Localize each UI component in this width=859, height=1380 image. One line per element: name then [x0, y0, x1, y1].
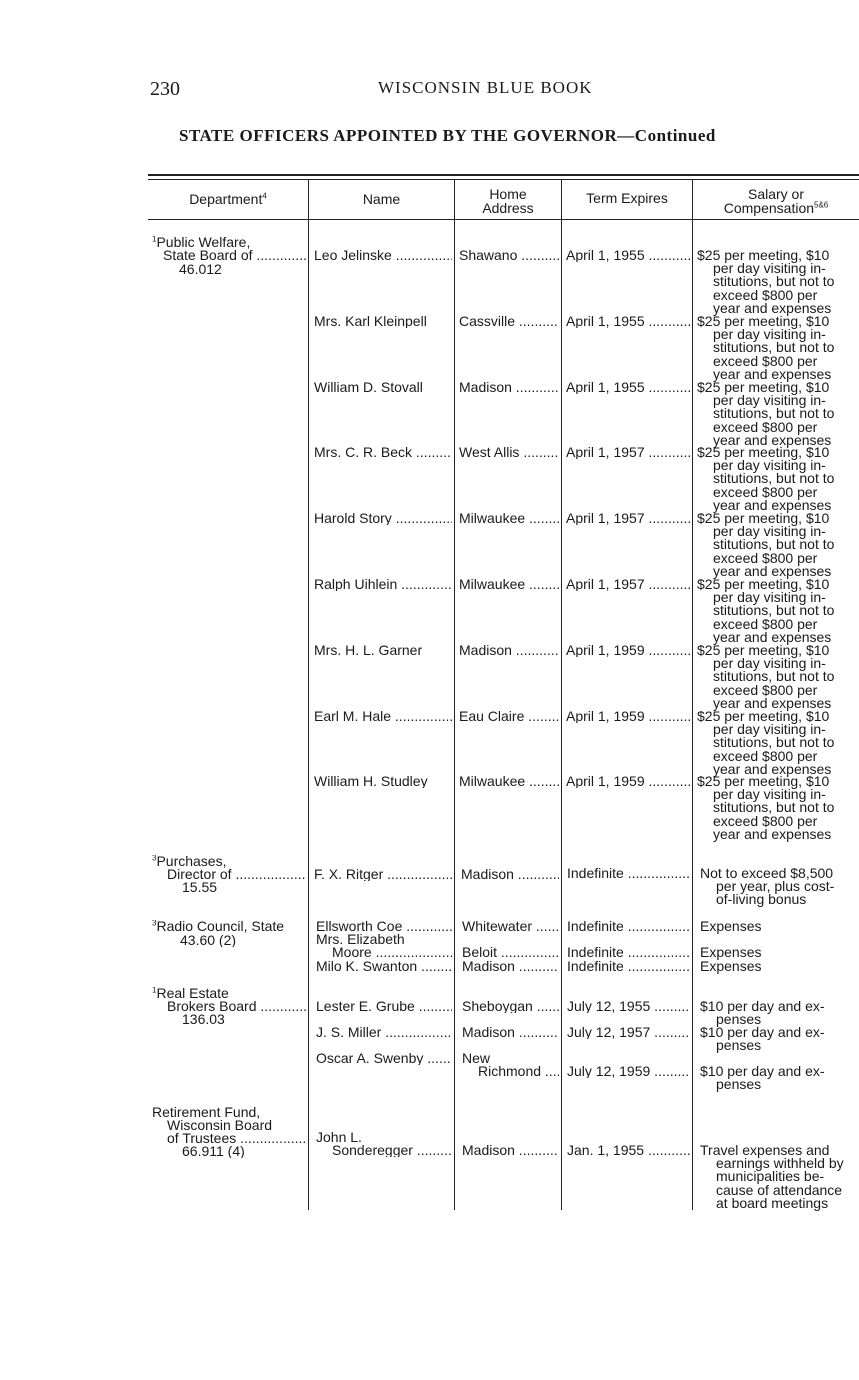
home-address: Madison .....	[462, 960, 559, 973]
column-header-department: Department$^4$	[189, 191, 267, 207]
term-expires: Indefinite .....	[567, 920, 690, 933]
member-name: Ralph Uihlein .....	[314, 578, 452, 591]
member-name: Mrs. Elizabeth	[316, 933, 405, 946]
home-address: New	[462, 1052, 491, 1065]
term-expires: April 1, 1955 .....	[566, 381, 690, 394]
member-name: John L.	[316, 1131, 362, 1144]
member-name: Leo Jelinske .....	[314, 249, 452, 262]
compensation: $25 per meeting, $10 per day visiting in- stitutions, but not to exceed $800 per year and expenses	[697, 510, 835, 579]
compensation: Expenses	[700, 944, 762, 960]
home-address: Whitewater .....	[462, 920, 559, 933]
term-expires: Indefinite .....	[567, 867, 690, 880]
term-expires: April 1, 1959 .....	[566, 644, 690, 657]
column-divider	[308, 180, 309, 1210]
term-expires: Indefinite .....	[567, 960, 690, 973]
compensation: Not to exceed $8,500 per year, plus cost- of-living bonus	[700, 865, 835, 908]
column-divider	[692, 180, 693, 1210]
member-name: Lester E. Grube .....	[316, 1000, 452, 1013]
top-rule-thick	[148, 174, 859, 176]
compensation: $25 per meeting, $10 per day visiting in- stitutions, but not to exceed $800 per year and expenses	[697, 642, 835, 711]
term-expires: April 1, 1957 .....	[566, 512, 690, 525]
term-expires: July 12, 1959 .....	[567, 1065, 690, 1078]
member-name: Harold Story .....	[314, 512, 452, 525]
term-expires: Indefinite .....	[567, 946, 690, 959]
compensation: $25 per meeting, $10 per day visiting in- stitutions, but not to exceed $800 per year and expenses	[697, 576, 835, 645]
compensation: $10 per day and ex- penses	[700, 998, 825, 1028]
home-address: Cassville .....	[459, 315, 559, 328]
member-name: F. X. Ritger .....	[314, 868, 452, 881]
compensation: $25 per meeting, $10 per day visiting in- stitutions, but not to exceed $800 per year and expenses	[697, 313, 835, 382]
compensation: $10 per day and ex- penses	[700, 1024, 825, 1054]
member-name-continued: Sonderegger .....	[332, 1144, 452, 1157]
home-address-continued: Richmond .....	[478, 1065, 559, 1078]
column-divider	[561, 180, 562, 1210]
column-header-salary: Salary or Compensation$^{5\&6}$	[723, 186, 829, 216]
term-expires: April 1, 1959 .....	[566, 710, 690, 723]
term-expires: April 1, 1955 .....	[566, 249, 690, 262]
home-address: Madison .....	[459, 644, 559, 657]
member-name: Mrs. H. L. Garner	[314, 644, 423, 657]
home-address: Milwaukee .....	[459, 512, 559, 525]
term-expires: Jan. 1, 1955 .....	[567, 1144, 690, 1157]
term-expires: July 12, 1955 .....	[567, 1000, 690, 1013]
compensation: $25 per meeting, $10 per day visiting in- stitutions, but not to exceed $800 per year and expenses	[697, 379, 835, 448]
home-address: Beloit .....	[462, 946, 559, 959]
home-address: Shawano .....	[459, 249, 559, 262]
member-name: Mrs. C. R. Beck .....	[314, 446, 452, 459]
column-divider	[454, 180, 455, 1210]
home-address: Milwaukee .....	[459, 578, 559, 591]
term-expires: July 12, 1957 .....	[567, 1026, 690, 1039]
compensation: Expenses	[700, 918, 762, 934]
home-address: Madison .....	[462, 1026, 559, 1039]
compensation: $25 per meeting, $10 per day visiting in- stitutions, but not to exceed $800 per year and expenses	[697, 773, 835, 842]
term-expires: April 1, 1957 .....	[566, 578, 690, 591]
home-address: West Allis .....	[459, 446, 559, 459]
compensation: $10 per day and ex- penses	[700, 1063, 825, 1093]
home-address: Eau Claire .....	[459, 710, 559, 723]
member-name-continued: Moore .....	[332, 946, 452, 959]
term-expires: April 1, 1955 .....	[566, 315, 690, 328]
member-name: Mrs. Karl Kleinpell	[314, 315, 427, 328]
column-header-home-address: Home Address	[482, 186, 534, 216]
home-address: Madison .....	[459, 381, 559, 394]
compensation: Travel expenses and earnings withheld by municipalities be- cause of attendance at board meetings	[700, 1142, 844, 1211]
compensation: $25 per meeting, $10 per day visiting in- stitutions, but not to exceed $800 per year and expenses	[697, 708, 835, 777]
column-header-name: Name	[362, 191, 401, 207]
term-expires: April 1, 1957 .....	[566, 446, 690, 459]
running-head: WISCONSIN BLUE BOOK	[378, 78, 593, 97]
term-expires: April 1, 1959 .....	[566, 775, 690, 788]
header-bottom-rule	[148, 219, 859, 220]
home-address: Sheboygan .....	[462, 1000, 559, 1013]
member-name: Milo K. Swanton .....	[316, 960, 452, 973]
member-name: William H. Studley	[314, 775, 428, 788]
compensation: Expenses	[700, 958, 762, 974]
compensation: $25 per meeting, $10 per day visiting in- stitutions, but not to exceed $800 per year and expenses	[697, 247, 835, 316]
member-name: Earl M. Hale .....	[314, 710, 452, 723]
home-address: Madison .....	[462, 1144, 559, 1157]
section-title: STATE OFFICERS APPOINTED BY THE GOVERNOR—Continued	[179, 126, 716, 145]
page-number: 230	[150, 78, 180, 100]
member-name: William D. Stovall	[314, 381, 423, 394]
home-address: Milwaukee .....	[459, 775, 559, 788]
member-name: J. S. Miller .....	[316, 1026, 452, 1039]
member-name: Ellsworth Coe .....	[316, 920, 452, 933]
compensation: $25 per meeting, $10 per day visiting in- stitutions, but not to exceed $800 per year and expenses	[697, 444, 835, 513]
column-header-term-expires: Term Expires	[586, 190, 668, 206]
member-name: Oscar A. Swenby .....	[316, 1052, 452, 1065]
home-address: Madison .....	[461, 868, 559, 881]
top-rule-thin	[148, 179, 859, 180]
